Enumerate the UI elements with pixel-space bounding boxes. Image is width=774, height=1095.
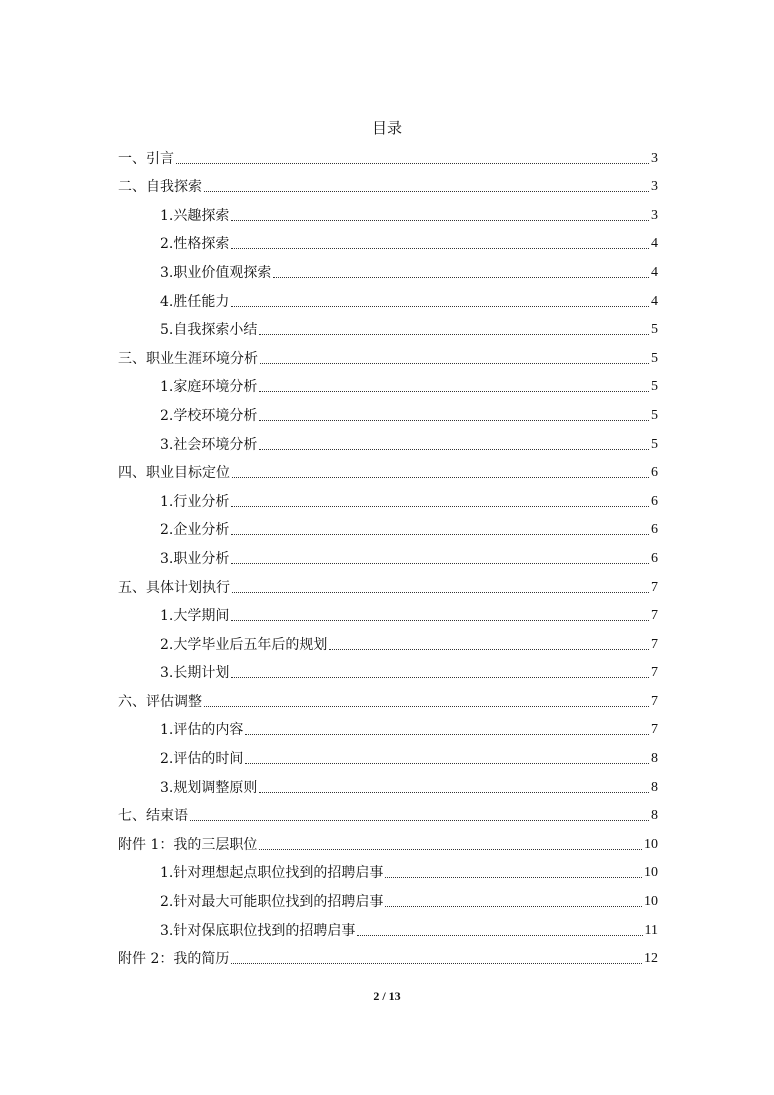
toc-entry-page: 6 <box>651 522 658 538</box>
toc-entry-label: 1.评估的内容 <box>160 722 244 739</box>
toc-dot-leader <box>190 820 649 821</box>
toc-subentry[interactable] <box>118 311 658 340</box>
toc-dot-leader <box>231 248 649 249</box>
toc-subentry[interactable] <box>118 911 658 940</box>
toc-entry-page: 7 <box>651 579 658 595</box>
toc-dot-leader <box>245 734 649 735</box>
toc-subentry[interactable] <box>118 739 658 768</box>
toc-dot-leader <box>231 306 649 307</box>
toc-subentry[interactable] <box>118 282 658 311</box>
toc-entry-label: 七、结束语 <box>118 808 188 825</box>
toc-entry-label: 2.企业分析 <box>160 522 230 539</box>
toc-dot-leader <box>259 420 649 421</box>
toc-subentry[interactable] <box>118 597 658 626</box>
toc-entry-label: 五、具体计划执行 <box>118 579 230 596</box>
toc-dot-leader <box>273 277 649 278</box>
toc-dot-leader <box>329 649 649 650</box>
toc-entry-label: 3.针对保底职位找到的招聘启事 <box>160 922 356 939</box>
toc-entry-label: 2.学校环境分析 <box>160 407 258 424</box>
toc-entry-label: 3.长期计划 <box>160 665 230 682</box>
toc-entry-page: 6 <box>651 465 658 481</box>
toc-entry-page: 12 <box>644 951 658 967</box>
toc-entry-page: 10 <box>644 894 658 910</box>
toc-dot-leader <box>231 220 649 221</box>
toc-subentry[interactable] <box>118 854 658 883</box>
toc-entry-label: 3.社会环境分析 <box>160 436 258 453</box>
toc-entry-label: 六、评估调整 <box>118 693 202 710</box>
toc-dot-leader <box>204 706 649 707</box>
toc-entry[interactable] <box>118 339 658 368</box>
toc-entry-page: 5 <box>651 436 658 452</box>
toc-entry-page: 5 <box>651 322 658 338</box>
toc-dot-leader <box>259 334 649 335</box>
toc-entry-page: 3 <box>651 207 658 223</box>
toc-entry-label: 四、职业目标定位 <box>118 465 230 482</box>
toc-entry[interactable] <box>118 797 658 826</box>
toc-dot-leader <box>385 906 642 907</box>
toc-entry-label: 4.胜任能力 <box>160 293 230 310</box>
toc-entry-page: 8 <box>651 808 658 824</box>
toc-entry-page: 10 <box>644 865 658 881</box>
toc-subentry[interactable] <box>118 625 658 654</box>
toc-subentry[interactable] <box>118 225 658 254</box>
toc-dot-leader <box>259 792 649 793</box>
toc-entry-page: 7 <box>651 608 658 624</box>
toc-subentry[interactable] <box>118 396 658 425</box>
toc-dot-leader <box>232 477 649 478</box>
toc-subentry[interactable] <box>118 511 658 540</box>
toc-entry-label: 2.大学毕业后五年后的规划 <box>160 636 328 653</box>
toc-dot-leader <box>176 163 649 164</box>
toc-entry-label: 3.职业价值观探索 <box>160 264 272 281</box>
toc-entry-page: 7 <box>651 636 658 652</box>
toc-dot-leader <box>231 677 649 678</box>
toc-entry-page: 8 <box>651 779 658 795</box>
toc-entry[interactable] <box>118 568 658 597</box>
toc-entry-label: 3.规划调整原则 <box>160 779 258 796</box>
toc-dot-leader <box>259 849 642 850</box>
toc-subentry[interactable] <box>118 368 658 397</box>
toc-entry-label: 附件 2：我的简历 <box>118 951 230 968</box>
toc-entry[interactable] <box>118 682 658 711</box>
toc-entry-page: 3 <box>651 179 658 195</box>
toc-dot-leader <box>260 363 649 364</box>
toc-dot-leader <box>357 935 642 936</box>
toc-entry[interactable] <box>118 454 658 483</box>
toc-subentry[interactable] <box>118 253 658 282</box>
toc-dot-leader <box>204 191 649 192</box>
toc-subentry[interactable] <box>118 482 658 511</box>
toc-subentry[interactable] <box>118 882 658 911</box>
toc-entry-label: 5.自我探索小结 <box>160 322 258 339</box>
toc-entry[interactable] <box>118 168 658 197</box>
toc-entry-page: 5 <box>651 379 658 395</box>
toc-entry-page: 4 <box>651 264 658 280</box>
toc-list <box>118 139 658 968</box>
toc-entry-label: 1.家庭环境分析 <box>160 379 258 396</box>
toc-entry-page: 7 <box>651 665 658 681</box>
toc-dot-leader <box>232 592 649 593</box>
toc-dot-leader <box>231 506 649 507</box>
toc-entry-label: 三、职业生涯环境分析 <box>118 350 258 367</box>
toc-subentry[interactable] <box>118 711 658 740</box>
toc-dot-leader <box>385 877 642 878</box>
toc-dot-leader <box>259 391 649 392</box>
toc-entry-label: 2.评估的时间 <box>160 751 244 768</box>
toc-entry-label: 2.性格探索 <box>160 236 230 253</box>
toc-entry-page: 6 <box>651 493 658 509</box>
toc-entry-page: 5 <box>651 407 658 423</box>
toc-entry-page: 4 <box>651 236 658 252</box>
toc-entry-label: 二、自我探索 <box>118 179 202 196</box>
toc-entry-label: 2.针对最大可能职位找到的招聘启事 <box>160 894 384 911</box>
toc-entry-page: 6 <box>651 550 658 566</box>
toc-entry[interactable] <box>118 825 658 854</box>
page-number: 2 / 13 <box>373 989 401 1003</box>
toc-subentry[interactable] <box>118 539 658 568</box>
toc-entry[interactable] <box>118 940 658 969</box>
toc-entry-page: 8 <box>651 751 658 767</box>
toc-entry-page: 11 <box>644 922 658 938</box>
toc-dot-leader <box>259 449 649 450</box>
toc-dot-leader <box>245 763 649 764</box>
toc-entry-page: 10 <box>644 836 658 852</box>
toc-title: 目录 <box>371 119 402 137</box>
toc-entry-page: 7 <box>651 693 658 709</box>
toc-entry-label: 一、引言 <box>118 150 174 167</box>
toc-entry-page: 7 <box>651 722 658 738</box>
toc-subentry[interactable] <box>118 196 658 225</box>
toc-entry-page: 4 <box>651 293 658 309</box>
toc-subentry[interactable] <box>118 654 658 683</box>
toc-entry-label: 1.大学期间 <box>160 608 230 625</box>
toc-dot-leader <box>231 963 642 964</box>
toc-entry[interactable] <box>118 139 658 168</box>
toc-entry-label: 1.行业分析 <box>160 493 230 510</box>
toc-entry-page: 5 <box>651 350 658 366</box>
toc-entry-label: 1.兴趣探索 <box>160 207 230 224</box>
toc-subentry[interactable] <box>118 425 658 454</box>
toc-subentry[interactable] <box>118 768 658 797</box>
toc-dot-leader <box>231 563 649 564</box>
toc-dot-leader <box>231 620 649 621</box>
toc-entry-label: 1.针对理想起点职位找到的招聘启事 <box>160 865 384 882</box>
toc-entry-page: 3 <box>651 150 658 166</box>
toc-entry-label: 附件 1：我的三层职位 <box>118 836 258 853</box>
toc-dot-leader <box>231 534 649 535</box>
toc-entry-label: 3.职业分析 <box>160 550 230 567</box>
